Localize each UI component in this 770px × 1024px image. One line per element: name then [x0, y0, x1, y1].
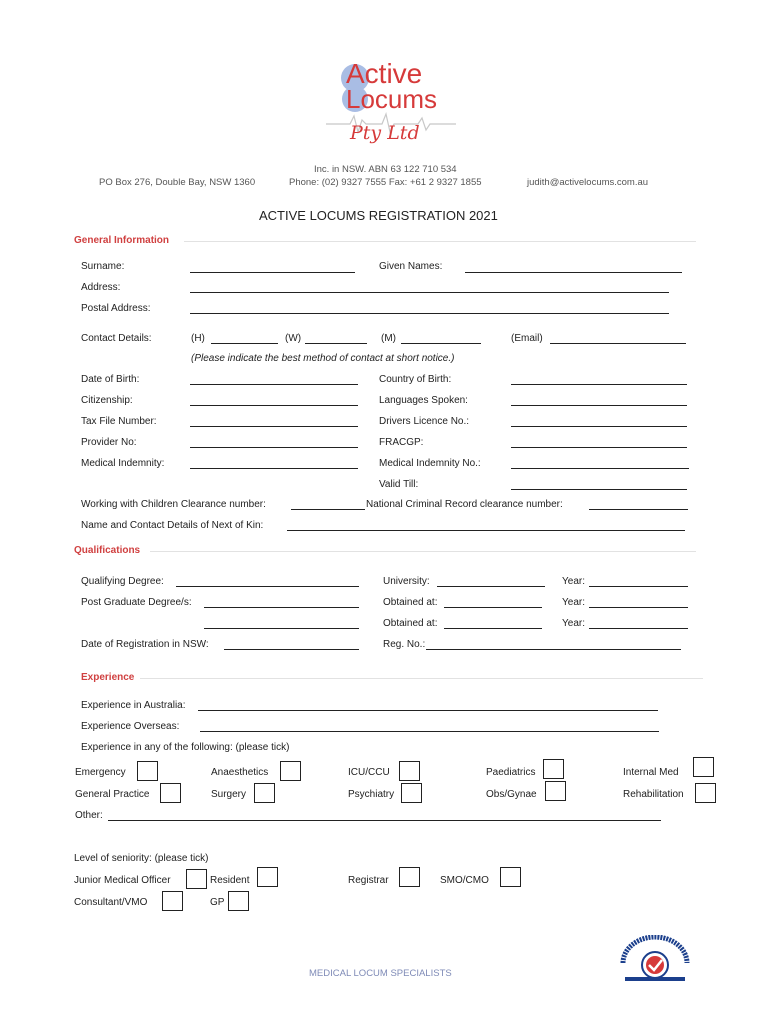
email-label: (Email) — [511, 333, 543, 344]
option-paediatrics-label: Paediatrics — [486, 767, 536, 778]
gp-checkbox[interactable] — [228, 891, 249, 911]
option-registrar-label: Registrar — [348, 875, 389, 886]
surname-label: Surname: — [81, 261, 125, 272]
section-divider — [150, 551, 696, 552]
phone-fax: Phone: (02) 9327 7555 Fax: +61 2 9327 1855 — [289, 177, 482, 188]
postal-address-field[interactable] — [190, 313, 669, 314]
valid-till-label: Valid Till: — [379, 479, 419, 490]
given-names-field[interactable] — [465, 272, 682, 273]
year-label-3: Year: — [562, 618, 585, 629]
option-anaesthetics-label: Anaesthetics — [211, 767, 269, 778]
languages-field[interactable] — [511, 405, 687, 406]
jmo-checkbox[interactable] — [186, 869, 207, 889]
psychiatry-checkbox[interactable] — [401, 783, 422, 803]
tax-file-field[interactable] — [190, 426, 358, 427]
reg-no-field[interactable] — [426, 649, 681, 650]
logo-text-active: Active — [346, 58, 423, 89]
email-field[interactable] — [550, 343, 686, 344]
year-field-1[interactable] — [589, 586, 688, 587]
option-jmo-label: Junior Medical Officer — [74, 875, 171, 886]
drivers-licence-label: Drivers Licence No.: — [379, 416, 470, 427]
work-phone-field[interactable] — [305, 343, 367, 344]
option-consultant-label: Consultant/VMO — [74, 897, 148, 908]
reg-no-label: Reg. No.: — [383, 639, 426, 650]
option-smo-cmo-label: SMO/CMO — [440, 875, 489, 886]
medical-indemnity-no-field[interactable] — [511, 468, 689, 469]
page-title: ACTIVE LOCUMS REGISTRATION 2021 — [259, 208, 498, 223]
qualifying-degree-field[interactable] — [176, 586, 359, 587]
home-phone-field[interactable] — [211, 343, 278, 344]
ncrc-label: National Criminal Record clearance number: — [366, 499, 563, 510]
address-label: Address: — [81, 282, 121, 293]
medical-indemnity-no-label: Medical Indemnity No.: — [379, 458, 481, 469]
other-field[interactable] — [108, 820, 661, 821]
footer-tagline: MEDICAL LOCUM SPECIALISTS — [309, 968, 452, 979]
option-obs-gynae-label: Obs/Gynae — [486, 789, 537, 800]
languages-label: Languages Spoken: — [379, 395, 468, 406]
surname-field[interactable] — [190, 272, 355, 273]
dob-field[interactable] — [190, 384, 358, 385]
header-email: judith@activelocums.com.au — [527, 177, 649, 188]
obtained-at-label-2: Obtained at: — [383, 618, 438, 629]
paediatrics-checkbox[interactable] — [543, 759, 564, 779]
post-grad-field-2[interactable] — [204, 628, 359, 629]
year-label-1: Year: — [562, 576, 585, 587]
option-general-practice-label: General Practice — [75, 789, 150, 800]
experience-overseas-label: Experience Overseas: — [81, 721, 180, 732]
experience-any-label: Experience in any of the following: (please tick) — [81, 742, 290, 753]
medical-indemnity-field[interactable] — [190, 468, 358, 469]
provider-no-label: Provider No: — [81, 437, 137, 448]
year-field-3[interactable] — [589, 628, 688, 629]
abn-line: Inc. in NSW. ABN 63 122 710 534 — [314, 164, 457, 175]
option-gp-label: GP — [210, 897, 225, 908]
other-label: Other: — [75, 810, 103, 821]
internal-med-checkbox[interactable] — [693, 757, 714, 777]
wwcc-label: Working with Children Clearance number: — [81, 499, 266, 510]
citizenship-label: Citizenship: — [81, 395, 133, 406]
section-general-information: General Information — [74, 235, 170, 246]
provider-no-field[interactable] — [190, 447, 358, 448]
fracgp-field[interactable] — [511, 447, 687, 448]
obtained-at-field-1[interactable] — [444, 607, 542, 608]
post-grad-label: Post Graduate Degree/s: — [81, 597, 192, 608]
work-phone-label: (W) — [285, 333, 302, 344]
dob-label: Date of Birth: — [81, 374, 140, 385]
address-field[interactable] — [190, 292, 669, 293]
registrar-checkbox[interactable] — [399, 867, 420, 887]
option-psychiatry-label: Psychiatry — [348, 789, 395, 800]
mobile-field[interactable] — [401, 343, 481, 344]
medical-indemnity-label: Medical Indemnity: — [81, 458, 165, 469]
emergency-checkbox[interactable] — [137, 761, 158, 781]
consultant-checkbox[interactable] — [162, 891, 183, 911]
seniority-label: Level of seniority: (please tick) — [74, 853, 209, 864]
contact-note: (Please indicate the best method of contact at short notice.) — [191, 353, 455, 364]
citizenship-field[interactable] — [190, 405, 358, 406]
option-icu-label: ICU/CCU — [348, 767, 390, 778]
post-grad-field[interactable] — [204, 607, 359, 608]
tax-file-label: Tax File Number: — [81, 416, 157, 427]
university-field[interactable] — [437, 586, 545, 587]
experience-overseas-field[interactable] — [200, 731, 659, 732]
option-rehabilitation-label: Rehabilitation — [623, 789, 684, 800]
po-box: PO Box 276, Double Bay, NSW 1360 — [99, 177, 256, 188]
option-surgery-label: Surgery — [211, 789, 247, 800]
date-registration-field[interactable] — [224, 649, 359, 650]
fracgp-label: FRACGP: — [379, 437, 424, 448]
surgery-checkbox[interactable] — [254, 783, 275, 803]
date-registration-label: Date of Registration in NSW: — [81, 639, 209, 650]
country-of-birth-label: Country of Birth: — [379, 374, 452, 385]
next-of-kin-label: Name and Contact Details of Next of Kin: — [81, 520, 264, 531]
general-practice-checkbox[interactable] — [160, 783, 181, 803]
section-experience: Experience — [81, 672, 135, 683]
option-internal-med-label: Internal Med — [623, 767, 679, 778]
postal-address-label: Postal Address: — [81, 303, 151, 314]
experience-australia-field[interactable] — [198, 710, 658, 711]
next-of-kin-field[interactable] — [287, 530, 685, 531]
obtained-at-field-2[interactable] — [444, 628, 542, 629]
obs-gynae-checkbox[interactable] — [545, 781, 566, 801]
rehabilitation-checkbox[interactable] — [695, 783, 716, 803]
valid-till-field[interactable] — [511, 489, 687, 490]
logo-text-locums: Locums — [346, 84, 438, 114]
smo-cmo-checkbox[interactable] — [500, 867, 521, 887]
contact-details-label: Contact Details: — [81, 333, 152, 344]
option-emergency-label: Emergency — [75, 767, 126, 778]
option-resident-label: Resident — [210, 875, 250, 886]
university-label: University: — [383, 576, 430, 587]
given-names-label: Given Names: — [379, 261, 443, 272]
section-divider — [184, 241, 696, 242]
obtained-at-label-1: Obtained at: — [383, 597, 438, 608]
country-of-birth-field[interactable] — [511, 384, 687, 385]
wwcc-field[interactable] — [291, 509, 365, 510]
logo-text-ptyltd: Pty Ltd — [350, 122, 420, 144]
section-qualifications: Qualifications — [74, 545, 141, 556]
year-field-2[interactable] — [589, 607, 688, 608]
year-label-2: Year: — [562, 597, 585, 608]
anaesthetics-checkbox[interactable] — [280, 761, 301, 781]
experience-australia-label: Experience in Australia: — [81, 700, 186, 711]
ncrc-field[interactable] — [589, 509, 688, 510]
accreditation-badge-icon — [615, 935, 695, 985]
resident-checkbox[interactable] — [257, 867, 278, 887]
mobile-label: (M) — [381, 333, 396, 344]
icu-checkbox[interactable] — [399, 761, 420, 781]
qualifying-degree-label: Qualifying Degree: — [81, 576, 164, 587]
drivers-licence-field[interactable] — [511, 426, 687, 427]
home-phone-label: (H) — [191, 333, 205, 344]
section-divider — [140, 678, 703, 679]
